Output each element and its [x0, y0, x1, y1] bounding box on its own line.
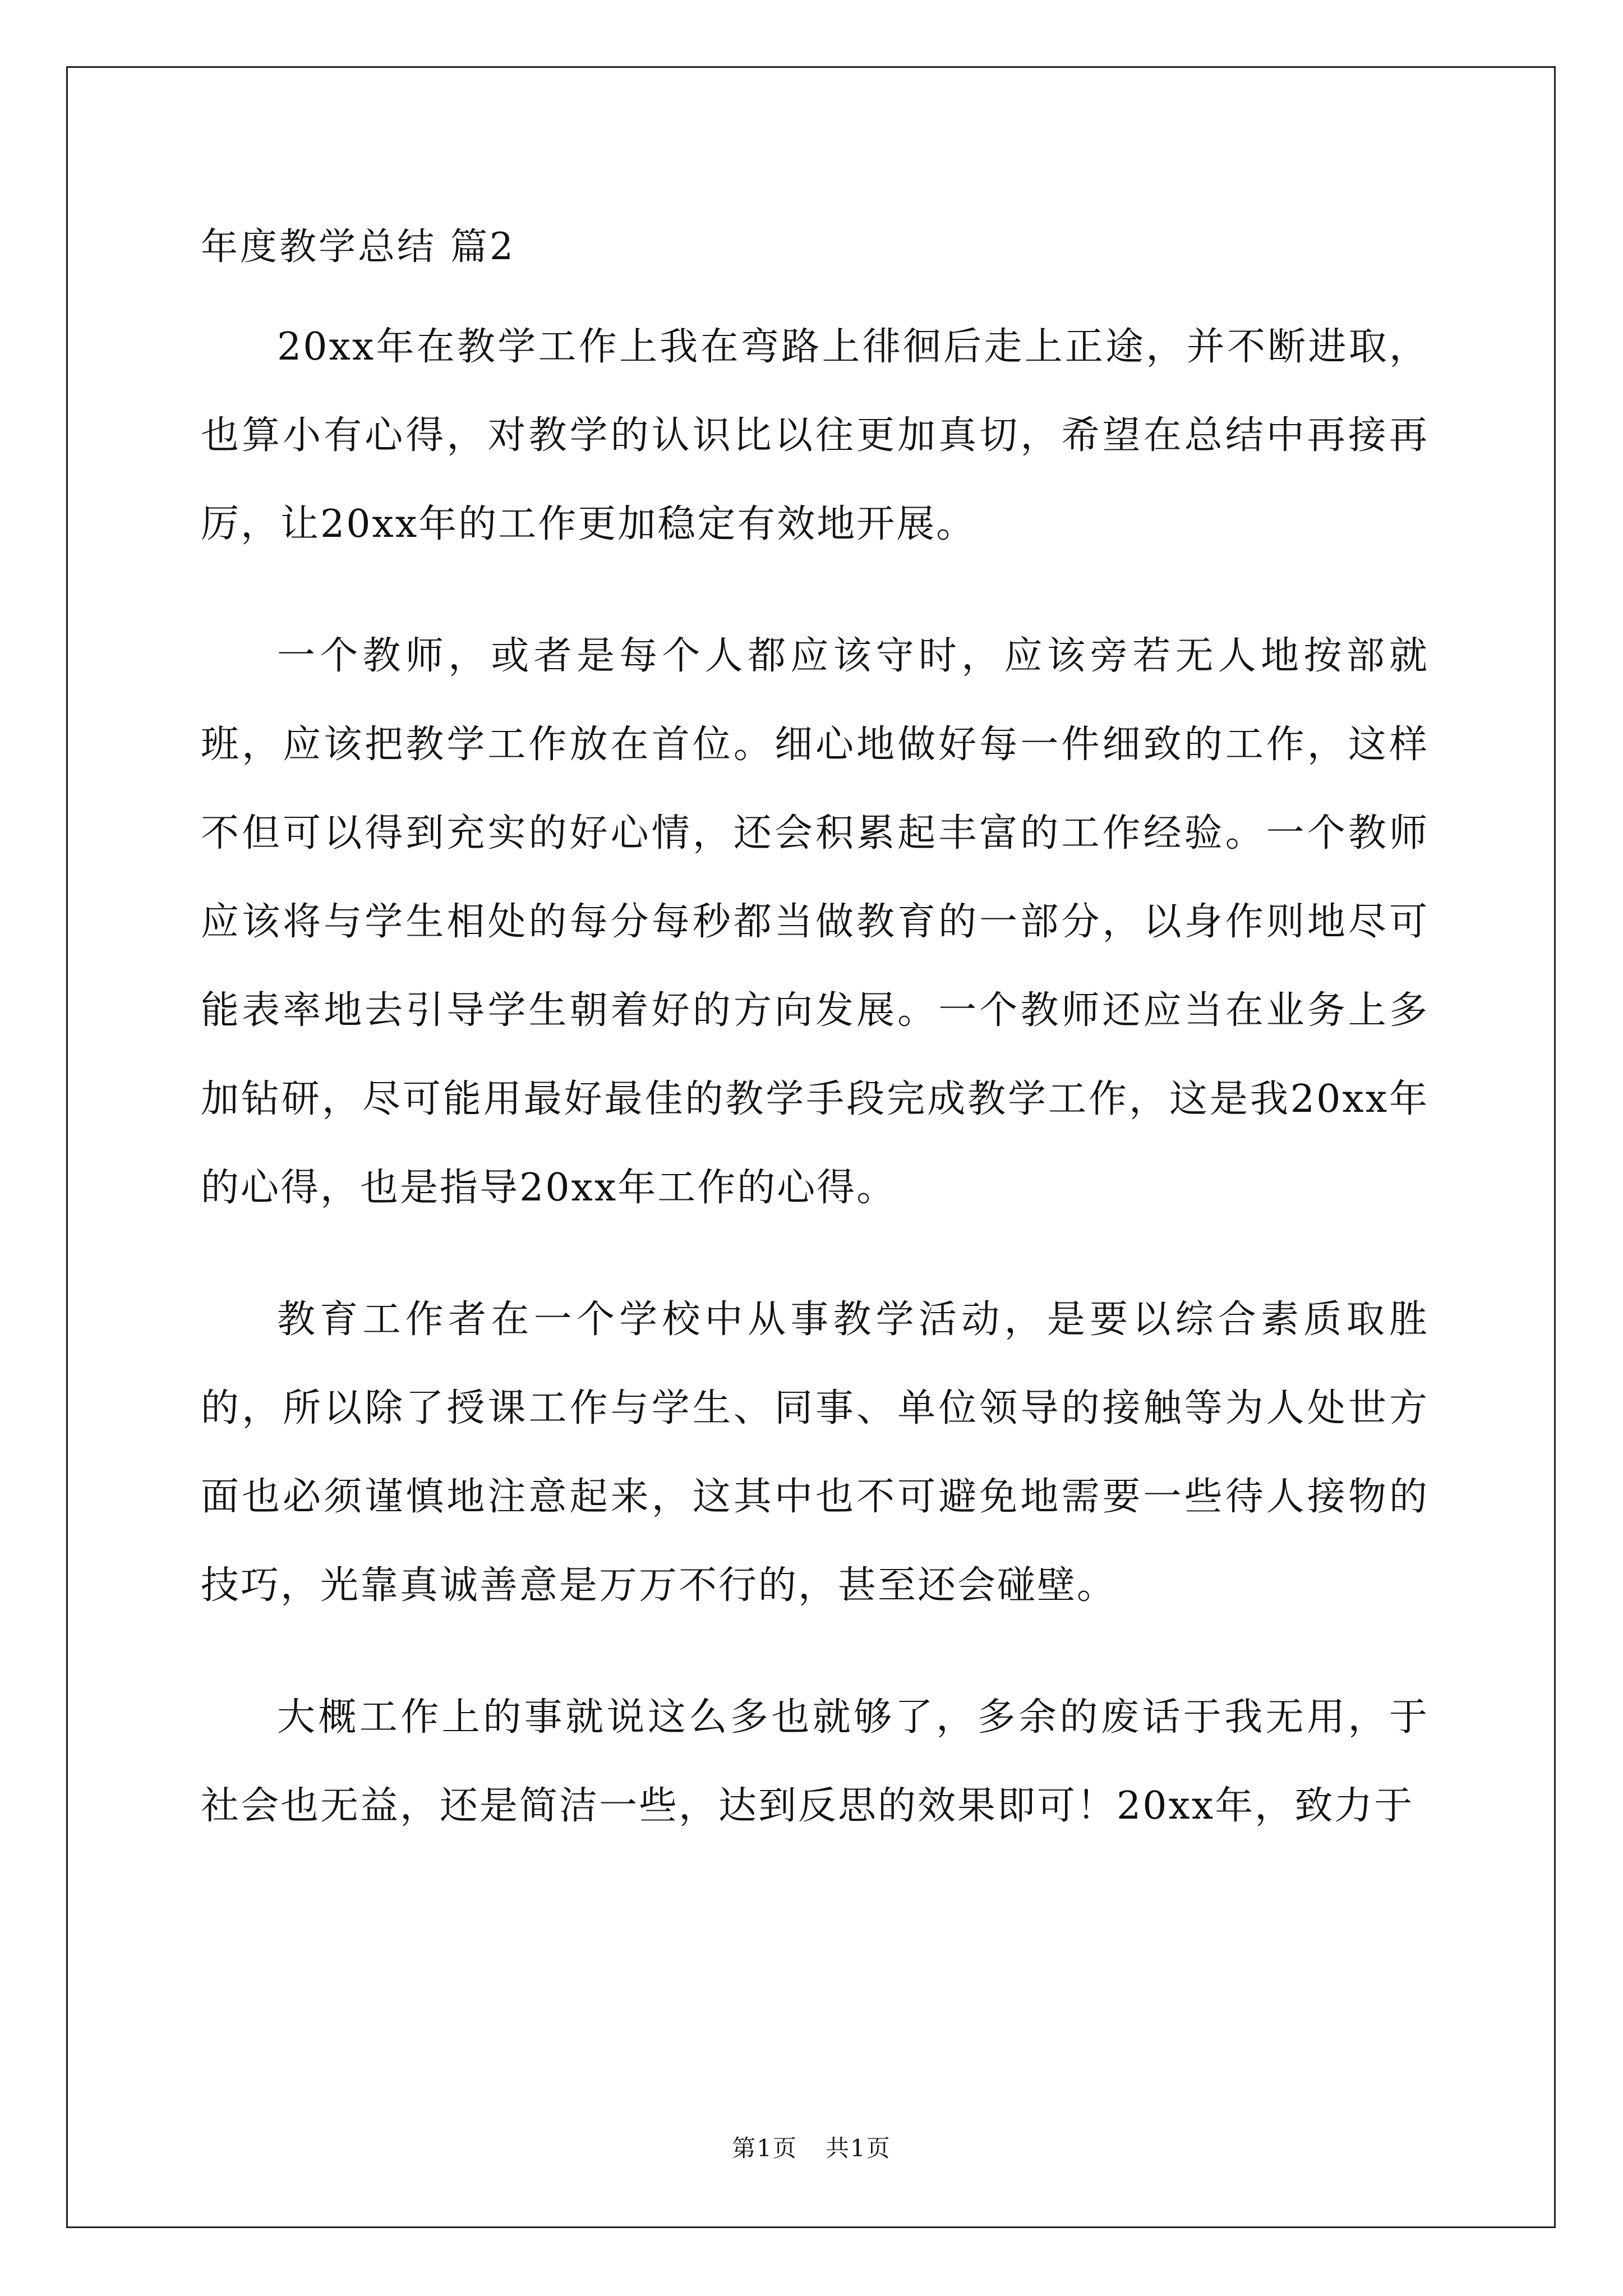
document-title: 年度教学总结 篇2 [201, 225, 515, 268]
page-number: 第1页 [732, 2134, 797, 2162]
page-footer [0, 2132, 1623, 2165]
paragraph-1: 20xx年在教学工作上我在弯路上徘徊后走上正途，并不断进取，也算小有心得，对教学的认识比以往更加真切，希望在总结中再接再厉，让20xx年的工作更加稳定有效地开展。 [201, 325, 1429, 546]
paragraph-2: 一个教师，或者是每个人都应该守时，应该旁若无人地按部就班，应该把教学工作放在首位。细心地做好每一件细致的工作，这样不但可以得到充实的好心情，还会积累起丰富的工作经验。一个教师应该将与学生相处的每分每秒都当做教育的一部分，以身作则地尽可能表率地去引导学生朝着好的方向发展。一个教师还应当在业务上多加钻研，尽可能用最好最佳的教学手段完成教学工作，这是我20xx年的心得，也是指导20xx年工作的心得。 [201, 634, 1429, 1210]
paragraph-3: 教育工作者在一个学校中从事教学活动，是要以综合素质取胜的，所以除了授课工作与学生、同事、单位领导的接触等为人处世方面也必须谨慎地注意起来，这其中也不可避免地需要一些待人接物的技巧，光靠真诚善意是万万不行的，甚至还会碰壁。 [201, 1297, 1429, 1608]
paragraph-4: 大概工作上的事就说这么多也就够了，多余的废话于我无用，于社会也无益，还是简洁一些，达到反思的效果即可！20xx年，致力于 [201, 1695, 1429, 1828]
page-total: 共1页 [826, 2134, 891, 2162]
document-body [201, 219, 1429, 1851]
